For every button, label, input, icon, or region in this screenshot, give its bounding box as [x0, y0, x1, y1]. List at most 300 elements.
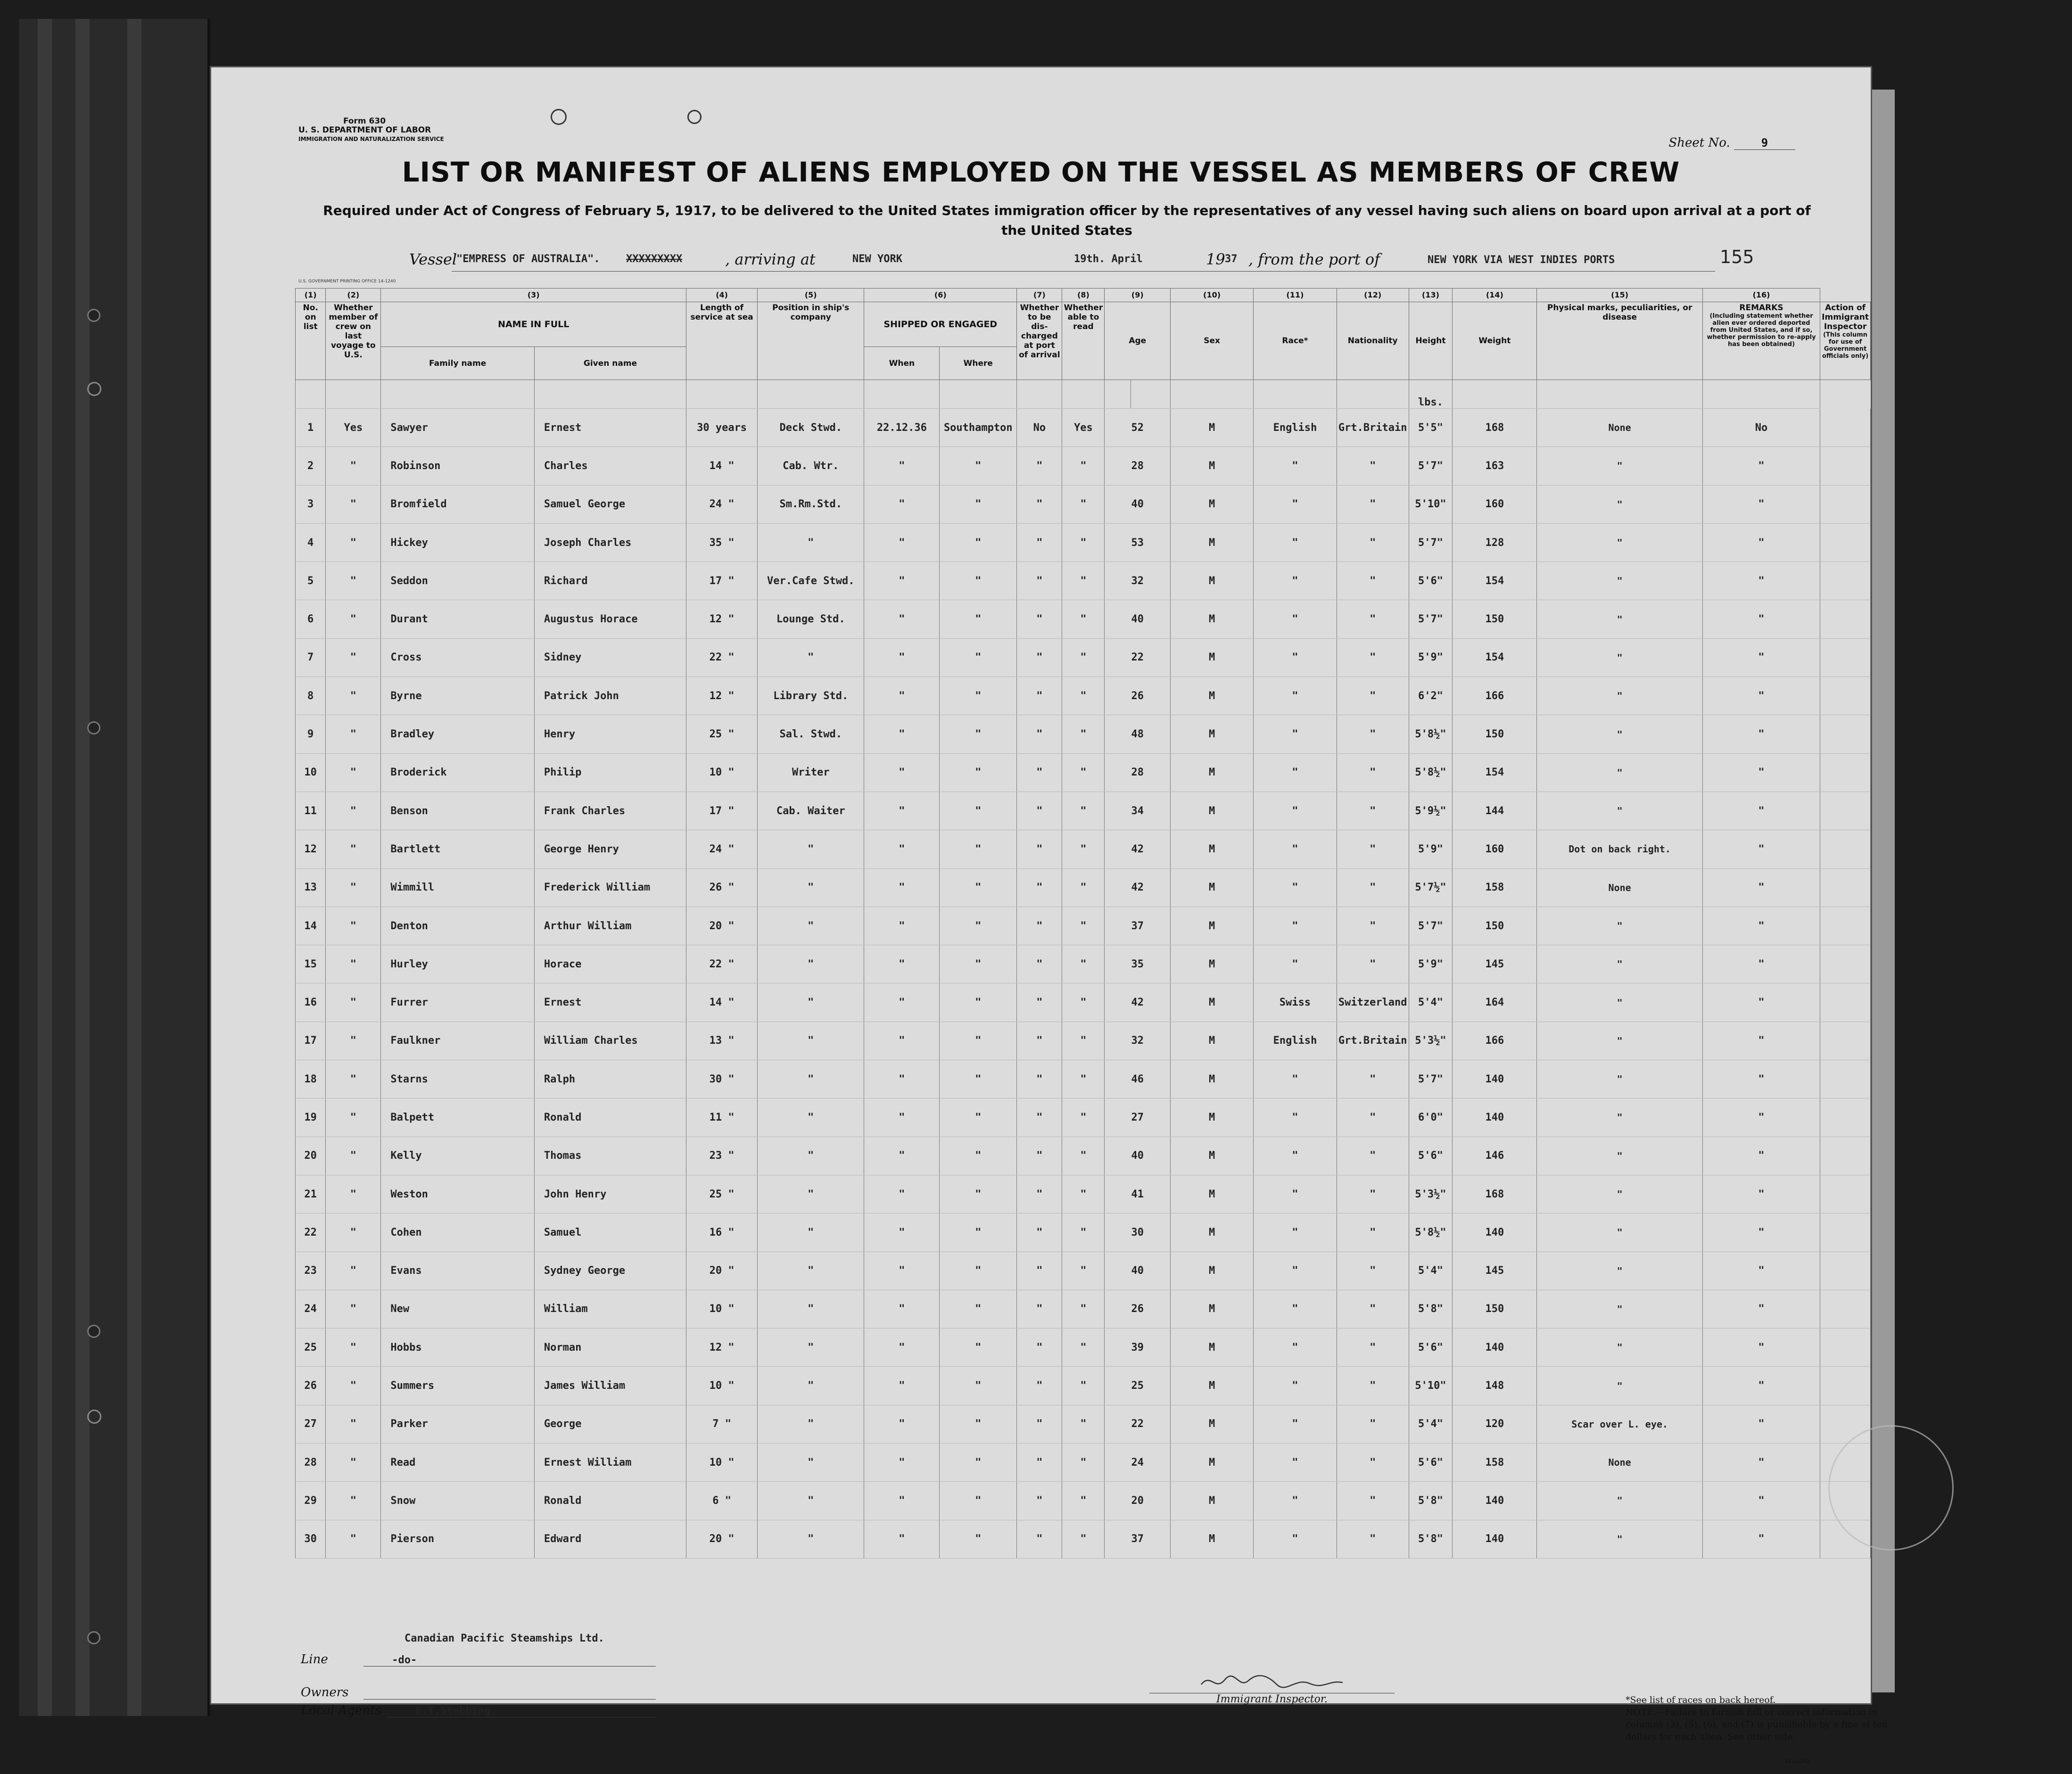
cell-length: 20 ": [686, 1252, 758, 1290]
cell-given: Ernest: [534, 983, 686, 1022]
cell-length: 10 ": [686, 1290, 758, 1328]
cell-action: [1820, 409, 1871, 447]
cell-height: 5'7": [1409, 600, 1453, 638]
table-row: [296, 409, 1871, 447]
cell-member: ": [326, 562, 381, 600]
cell-height: 5'8": [1409, 1290, 1453, 1328]
cell-height: 5'7": [1409, 447, 1453, 485]
cell-where: ": [940, 1520, 1017, 1558]
cell-physical: ": [1537, 907, 1703, 945]
cell-length: 10 ": [686, 1444, 758, 1482]
column-number-row: [296, 289, 1871, 302]
cell-no: 27: [296, 1405, 326, 1443]
cell-position: ": [758, 1098, 864, 1137]
col-num-11: (11): [1254, 289, 1337, 302]
cell-height: 5'3½": [1409, 1022, 1453, 1060]
inspector-signature: [1149, 1670, 1395, 1693]
cell-position: Cab. Wtr.: [758, 447, 864, 485]
cell-race: ": [1254, 753, 1337, 792]
cell-position: ": [758, 1175, 864, 1213]
table-row: [296, 1405, 1871, 1443]
cell-length: 20 ": [686, 1520, 758, 1558]
cell-length: 6 ": [686, 1482, 758, 1520]
cell-where: ": [940, 600, 1017, 638]
cell-position: ": [758, 1022, 864, 1060]
cell-physical: ": [1537, 753, 1703, 792]
col-num-5: (5): [758, 289, 864, 302]
cell-where: ": [940, 907, 1017, 945]
table-row: [296, 1367, 1871, 1405]
cell-where: ": [940, 1405, 1017, 1443]
manifest-rows: [296, 380, 1871, 1559]
cell-sex: M: [1171, 677, 1254, 715]
cell-no: 14: [296, 907, 326, 945]
cell-race: ": [1254, 1290, 1337, 1328]
cell-race: English: [1254, 409, 1337, 447]
cell-sex: M: [1171, 830, 1254, 868]
cell-height: 5'8½": [1409, 715, 1453, 753]
cell-weight: 166: [1453, 677, 1537, 715]
cell-length: 35 ": [686, 523, 758, 561]
form-service: IMMIGRATION AND NATURALIZATION SERVICE: [298, 136, 444, 142]
cell-action: [1820, 830, 1871, 868]
cell-height: 5'9": [1409, 638, 1453, 677]
cell-given: James William: [534, 1367, 686, 1405]
header-sex: Sex: [1171, 302, 1254, 380]
cell-weight: 146: [1453, 1137, 1537, 1175]
cell-action: [1820, 1060, 1871, 1098]
cell-discharged: ": [1017, 600, 1062, 638]
col-num-4: (4): [686, 289, 758, 302]
cell-read: ": [1062, 1444, 1105, 1482]
cell-remarks: ": [1702, 1482, 1820, 1520]
form-department: U. S. DEPARTMENT OF LABOR: [298, 125, 431, 135]
sheet-number: [1668, 136, 1795, 150]
cell-read: ": [1062, 1290, 1105, 1328]
cell-read: ": [1062, 1405, 1105, 1443]
manifest-footer: [301, 1633, 1888, 1774]
signature-scribble: [1197, 1670, 1347, 1693]
cell-height: 5'7": [1409, 523, 1453, 561]
cell-physical: None: [1537, 409, 1703, 447]
cell-no: 22: [296, 1213, 326, 1252]
cell-physical: ": [1537, 945, 1703, 983]
cell-discharged: ": [1017, 447, 1062, 485]
cell-read: ": [1062, 868, 1105, 907]
cell-race: ": [1254, 1213, 1337, 1252]
cell-where: ": [940, 1444, 1017, 1482]
cell-discharged: ": [1017, 1098, 1062, 1137]
cell-when: ": [864, 1328, 940, 1367]
cell-action: [1820, 1290, 1871, 1328]
table-row: [296, 945, 1871, 983]
cell-read: ": [1062, 1328, 1105, 1367]
cell-read: ": [1062, 1252, 1105, 1290]
cell-nationality: ": [1337, 792, 1409, 830]
cell-family: Hurley: [381, 945, 535, 983]
cell-read: Yes: [1062, 409, 1105, 447]
cell-where: ": [940, 792, 1017, 830]
cell-family: Cross: [381, 638, 535, 677]
cell-family: Faulkner: [381, 1022, 535, 1060]
cell-when: ": [864, 868, 940, 907]
cell-read: ": [1062, 1060, 1105, 1098]
cell-age: 30: [1105, 1213, 1171, 1252]
cell-read: ": [1062, 1098, 1105, 1137]
cell-when: ": [864, 907, 940, 945]
cell-height: 5'8½": [1409, 1213, 1453, 1252]
cell-no: 10: [296, 753, 326, 792]
cell-where: ": [940, 447, 1017, 485]
cell-discharged: ": [1017, 715, 1062, 753]
agents-row: [301, 1703, 656, 1717]
binder-hole: [87, 1631, 100, 1644]
cell-action: [1820, 485, 1871, 523]
cell-sex: M: [1171, 1098, 1254, 1137]
cell-member: ": [326, 715, 381, 753]
cell-length: 17 ": [686, 792, 758, 830]
table-row: [296, 1098, 1871, 1137]
cell-given: Richard: [534, 562, 686, 600]
cell-no: 20: [296, 1137, 326, 1175]
cell-nationality: ": [1337, 600, 1409, 638]
cell-physical: ": [1537, 1290, 1703, 1328]
cell-member: ": [326, 1367, 381, 1405]
company-name: Canadian Pacific Steamships Ltd.: [404, 1633, 604, 1644]
cell-position: ": [758, 1328, 864, 1367]
cell-physical: None: [1537, 868, 1703, 907]
cell-remarks: ": [1702, 1405, 1820, 1443]
cell-height: 5'4": [1409, 983, 1453, 1022]
cell-discharged: ": [1017, 1175, 1062, 1213]
cell-where: Southampton: [940, 409, 1017, 447]
cell-where: ": [940, 562, 1017, 600]
header-length: Length of service at sea: [686, 302, 758, 380]
cell-family: Bartlett: [381, 830, 535, 868]
cell-when: ": [864, 1444, 940, 1482]
col-num-12: (12): [1337, 289, 1409, 302]
cell-length: 10 ": [686, 1367, 758, 1405]
cell-given: Ronald: [534, 1482, 686, 1520]
header-given: Given name: [534, 347, 686, 380]
cell-when: ": [864, 1098, 940, 1137]
unit-row: [296, 380, 1871, 409]
vessel-line: [211, 250, 1871, 274]
cell-physical: ": [1537, 1098, 1703, 1137]
page-title: LIST OR MANIFEST OF ALIENS EMPLOYED ON THE VESSEL AS MEMBERS OF CREW: [402, 156, 1680, 188]
cell-weight: 140: [1453, 1060, 1537, 1098]
cell-length: 17 ": [686, 562, 758, 600]
cell-discharged: ": [1017, 1060, 1062, 1098]
cell-no: 16: [296, 983, 326, 1022]
cell-when: ": [864, 485, 940, 523]
cell-age: 28: [1105, 753, 1171, 792]
cell-nationality: ": [1337, 1060, 1409, 1098]
cell-weight: 154: [1453, 753, 1537, 792]
cell-sex: M: [1171, 1290, 1254, 1328]
cell-position: ": [758, 907, 864, 945]
punch-mark: [687, 110, 702, 124]
cell-remarks: ": [1702, 983, 1820, 1022]
cell-age: 42: [1105, 983, 1171, 1022]
cell-no: 19: [296, 1098, 326, 1137]
cell-family: Summers: [381, 1367, 535, 1405]
cell-physical: ": [1537, 1022, 1703, 1060]
cell-nationality: Grt.Britain: [1337, 409, 1409, 447]
cell-family: Kelly: [381, 1137, 535, 1175]
cell-race: ": [1254, 485, 1337, 523]
cell-action: [1820, 677, 1871, 715]
cell-position: Library Std.: [758, 677, 864, 715]
cell-no: 3: [296, 485, 326, 523]
cell-height: 5'4": [1409, 1252, 1453, 1290]
cell-age: 40: [1105, 485, 1171, 523]
binder-strip: [75, 19, 90, 1716]
cell-race: ": [1254, 562, 1337, 600]
cell-family: Hobbs: [381, 1328, 535, 1367]
cell-given: Arthur William: [534, 907, 686, 945]
cell-no: 25: [296, 1328, 326, 1367]
cell-weight: 158: [1453, 868, 1537, 907]
cell-given: Philip: [534, 753, 686, 792]
header-where: Where: [940, 347, 1017, 380]
cell-family: Wimmill: [381, 868, 535, 907]
cell-remarks: ": [1702, 1098, 1820, 1137]
cell-age: 22: [1105, 1405, 1171, 1443]
cell-given: Ernest William: [534, 1444, 686, 1482]
cell-discharged: ": [1017, 1482, 1062, 1520]
cell-family: Snow: [381, 1482, 535, 1520]
cell-read: ": [1062, 792, 1105, 830]
cell-sex: M: [1171, 638, 1254, 677]
cell-family: Read: [381, 1444, 535, 1482]
cell-age: 26: [1105, 677, 1171, 715]
cell-given: Ralph: [534, 1060, 686, 1098]
cell-no: 7: [296, 638, 326, 677]
cell-sex: M: [1171, 1022, 1254, 1060]
table-row: [296, 792, 1871, 830]
col-num-2: (2): [326, 289, 381, 302]
cell-age: 42: [1105, 868, 1171, 907]
from-port-label: , from the port of: [1248, 250, 1380, 268]
cell-no: 15: [296, 945, 326, 983]
cell-remarks: ": [1702, 753, 1820, 792]
col-num-13: (13): [1409, 289, 1453, 302]
cell-member: Yes: [326, 409, 381, 447]
cell-action: [1820, 523, 1871, 561]
cell-sex: M: [1171, 485, 1254, 523]
vessel-name-struck: XXXXXXXXX: [626, 253, 683, 265]
cell-given: John Henry: [534, 1175, 686, 1213]
cell-remarks: ": [1702, 830, 1820, 868]
cell-discharged: ": [1017, 792, 1062, 830]
cell-sex: M: [1171, 1213, 1254, 1252]
cell-given: Augustus Horace: [534, 600, 686, 638]
cell-no: 1: [296, 409, 326, 447]
cell-given: Edward: [534, 1520, 686, 1558]
col-num-3: (3): [381, 289, 686, 302]
col-num-7: (7): [1017, 289, 1062, 302]
cell-action: [1820, 1022, 1871, 1060]
cell-member: ": [326, 1290, 381, 1328]
cell-where: ": [940, 1290, 1017, 1328]
cell-no: 6: [296, 600, 326, 638]
cell-discharged: ": [1017, 1022, 1062, 1060]
cell-remarks: ": [1702, 715, 1820, 753]
cell-read: ": [1062, 485, 1105, 523]
cell-length: 25 ": [686, 715, 758, 753]
crew-manifest-table: [295, 288, 1871, 1559]
weight-unit: lbs.: [1409, 380, 1453, 409]
header-nationality: Nationality: [1337, 302, 1409, 380]
cell-discharged: No: [1017, 409, 1062, 447]
cell-where: ": [940, 523, 1017, 561]
cell-nationality: ": [1337, 638, 1409, 677]
header-race: Race*: [1254, 302, 1337, 380]
cell-weight: 145: [1453, 1252, 1537, 1290]
cell-height: 5'7½": [1409, 868, 1453, 907]
cell-remarks: ": [1702, 1444, 1820, 1482]
cell-weight: 168: [1453, 409, 1537, 447]
cell-no: 9: [296, 715, 326, 753]
cell-discharged: ": [1017, 1137, 1062, 1175]
cell-age: 48: [1105, 715, 1171, 753]
cell-position: Sal. Stwd.: [758, 715, 864, 753]
cell-remarks: ": [1702, 447, 1820, 485]
cell-when: ": [864, 1137, 940, 1175]
cell-nationality: ": [1337, 830, 1409, 868]
binder-hole: [87, 1410, 101, 1424]
cell-weight: 140: [1453, 1520, 1537, 1558]
cell-no: 11: [296, 792, 326, 830]
table-row: [296, 1213, 1871, 1252]
cell-nationality: ": [1337, 1252, 1409, 1290]
cell-position: ": [758, 983, 864, 1022]
cell-race: ": [1254, 945, 1337, 983]
cell-race: ": [1254, 1482, 1337, 1520]
cell-family: Denton: [381, 907, 535, 945]
cell-remarks: ": [1702, 868, 1820, 907]
cell-action: [1820, 792, 1871, 830]
cell-physical: ": [1537, 1520, 1703, 1558]
cell-age: 52: [1105, 409, 1171, 447]
cell-when: ": [864, 1213, 940, 1252]
cell-position: ": [758, 1252, 864, 1290]
cell-discharged: ": [1017, 945, 1062, 983]
cell-member: ": [326, 1137, 381, 1175]
cell-nationality: ": [1337, 868, 1409, 907]
cell-given: Frederick William: [534, 868, 686, 907]
manifest-sheet: [210, 66, 1888, 1765]
header-remarks-title: REMARKS: [1739, 303, 1783, 313]
cell-action: [1820, 1328, 1871, 1367]
inspector-signature-block: [1149, 1670, 1395, 1705]
cell-length: 30 years: [686, 409, 758, 447]
cell-discharged: ": [1017, 638, 1062, 677]
cell-when: ": [864, 1405, 940, 1443]
cell-weight: 160: [1453, 485, 1537, 523]
cell-discharged: ": [1017, 1328, 1062, 1367]
cell-weight: 164: [1453, 983, 1537, 1022]
cell-race: ": [1254, 907, 1337, 945]
cell-read: ": [1062, 753, 1105, 792]
cell-age: 34: [1105, 792, 1171, 830]
cell-length: 25 ": [686, 1175, 758, 1213]
cell-nationality: ": [1337, 485, 1409, 523]
cell-family: Byrne: [381, 677, 535, 715]
cell-position: ": [758, 638, 864, 677]
cell-discharged: ": [1017, 523, 1062, 561]
line-value: -do-: [363, 1654, 656, 1667]
cell-family: New: [381, 1290, 535, 1328]
cell-weight: 140: [1453, 1098, 1537, 1137]
cell-position: ": [758, 830, 864, 868]
cell-height: 5'6": [1409, 1444, 1453, 1482]
arriving-port: NEW YORK: [852, 253, 902, 265]
cell-family: Furrer: [381, 983, 535, 1022]
cell-where: ": [940, 1022, 1017, 1060]
cell-length: 24 ": [686, 485, 758, 523]
cell-read: ": [1062, 715, 1105, 753]
cell-given: Sydney George: [534, 1252, 686, 1290]
cell-weight: 140: [1453, 1328, 1537, 1367]
header-family: Family name: [381, 347, 535, 380]
cell-sex: M: [1171, 1367, 1254, 1405]
cell-member: ": [326, 945, 381, 983]
cell-where: ": [940, 1252, 1017, 1290]
form-number: Form 630: [343, 116, 386, 126]
cell-member: ": [326, 1213, 381, 1252]
cell-height: 5'6": [1409, 1137, 1453, 1175]
cell-length: 30 ": [686, 1060, 758, 1098]
cell-member: ": [326, 1175, 381, 1213]
cell-no: 23: [296, 1252, 326, 1290]
cell-age: 39: [1105, 1328, 1171, 1367]
table-row: [296, 1328, 1871, 1367]
table-row: [296, 638, 1871, 677]
cell-length: 22 ": [686, 945, 758, 983]
cell-race: ": [1254, 447, 1337, 485]
cell-where: ": [940, 945, 1017, 983]
cell-nationality: ": [1337, 1137, 1409, 1175]
cell-physical: Scar over L. eye.: [1537, 1405, 1703, 1443]
col-num-6: (6): [864, 289, 1017, 302]
col-num-8: (8): [1062, 289, 1105, 302]
table-row: [296, 1175, 1871, 1213]
cell-family: Seddon: [381, 562, 535, 600]
cell-read: ": [1062, 638, 1105, 677]
cell-length: 26 ": [686, 868, 758, 907]
cell-action: [1820, 1367, 1871, 1405]
cell-height: 5'9": [1409, 945, 1453, 983]
cell-no: 12: [296, 830, 326, 868]
cell-race: ": [1254, 638, 1337, 677]
table-row: [296, 1252, 1871, 1290]
cell-when: ": [864, 945, 940, 983]
cell-sex: M: [1171, 715, 1254, 753]
cell-length: 12 ": [686, 600, 758, 638]
cell-nationality: ": [1337, 1290, 1409, 1328]
from-port: NEW YORK VIA WEST INDIES PORTS: [1428, 254, 1615, 266]
cell-read: ": [1062, 907, 1105, 945]
vessel-label: Vessel: [409, 250, 457, 268]
cell-weight: 154: [1453, 562, 1537, 600]
cell-nationality: ": [1337, 1175, 1409, 1213]
penalty-note: NOTE.—Failure to furnish full or correct information in columns (3), (5), (6), and (7) is punishable by a fine of ten dollars for each alien. See other side.: [1626, 1707, 1888, 1742]
table-row: [296, 1290, 1871, 1328]
cell-when: ": [864, 638, 940, 677]
cell-weight: 160: [1453, 830, 1537, 868]
